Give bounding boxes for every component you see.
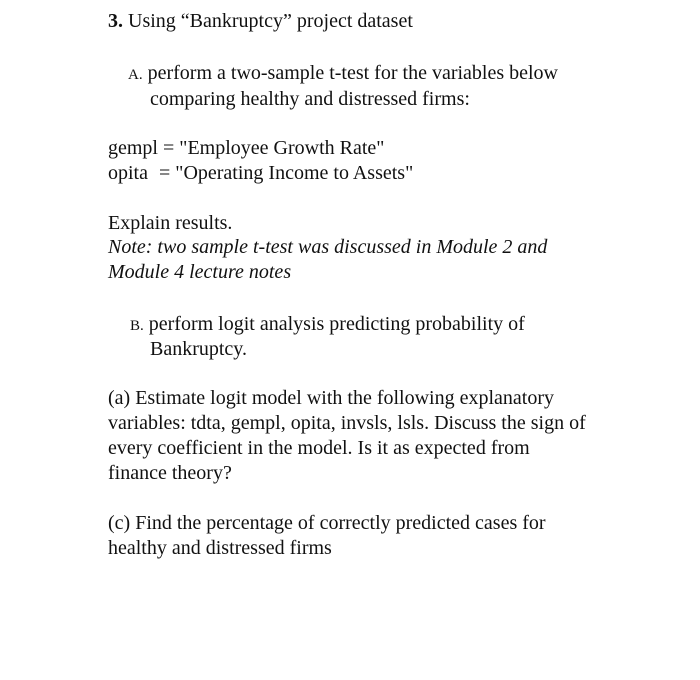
- variable-name: opita: [108, 162, 148, 184]
- sub-a-line-3: every coefficient in the model. Is it as expected from: [108, 437, 530, 459]
- variable-definition: = "Operating Income to Assets": [159, 162, 414, 184]
- question-number: 3.: [108, 10, 123, 32]
- part-a-text-1: perform a two-sample t-test for the variables below: [147, 62, 559, 84]
- variable-opita: [108, 161, 413, 186]
- explain-results: Explain results.: [108, 212, 233, 234]
- note-line-1: Note: two sample t-test was discussed in Module 2 and: [108, 236, 548, 258]
- sub-c-line-1: (c) Find the percentage of correctly predicted cases for: [108, 512, 546, 534]
- question-heading: [108, 9, 413, 34]
- sub-c-line-2: healthy and distressed firms: [108, 537, 332, 559]
- part-a-line-2: comparing healthy and distressed firms:: [150, 88, 470, 110]
- part-a-line-1: [128, 61, 558, 88]
- variable-name: gempl: [108, 137, 158, 159]
- question-title: Using “Bankruptcy” project dataset: [128, 10, 413, 32]
- part-b-line-2: Bankruptcy.: [150, 338, 248, 360]
- sub-a-line-4: finance theory?: [108, 462, 232, 484]
- sub-a-line-1: (a) Estimate logit model with the following explanatory: [108, 387, 555, 409]
- part-b-line-1: [130, 312, 525, 339]
- part-a-label: A.: [128, 67, 143, 83]
- note-line-2: Module 4 lecture notes: [108, 261, 292, 283]
- part-b-label: B.: [130, 318, 144, 334]
- variable-definition: = "Employee Growth Rate": [163, 137, 385, 159]
- variable-gempl: [108, 136, 384, 161]
- part-b-text-1: perform logit analysis predicting probability of: [148, 313, 525, 335]
- sub-a-line-2: variables: tdta, gempl, opita, invsls, lsls. Discuss the sign of: [108, 412, 586, 434]
